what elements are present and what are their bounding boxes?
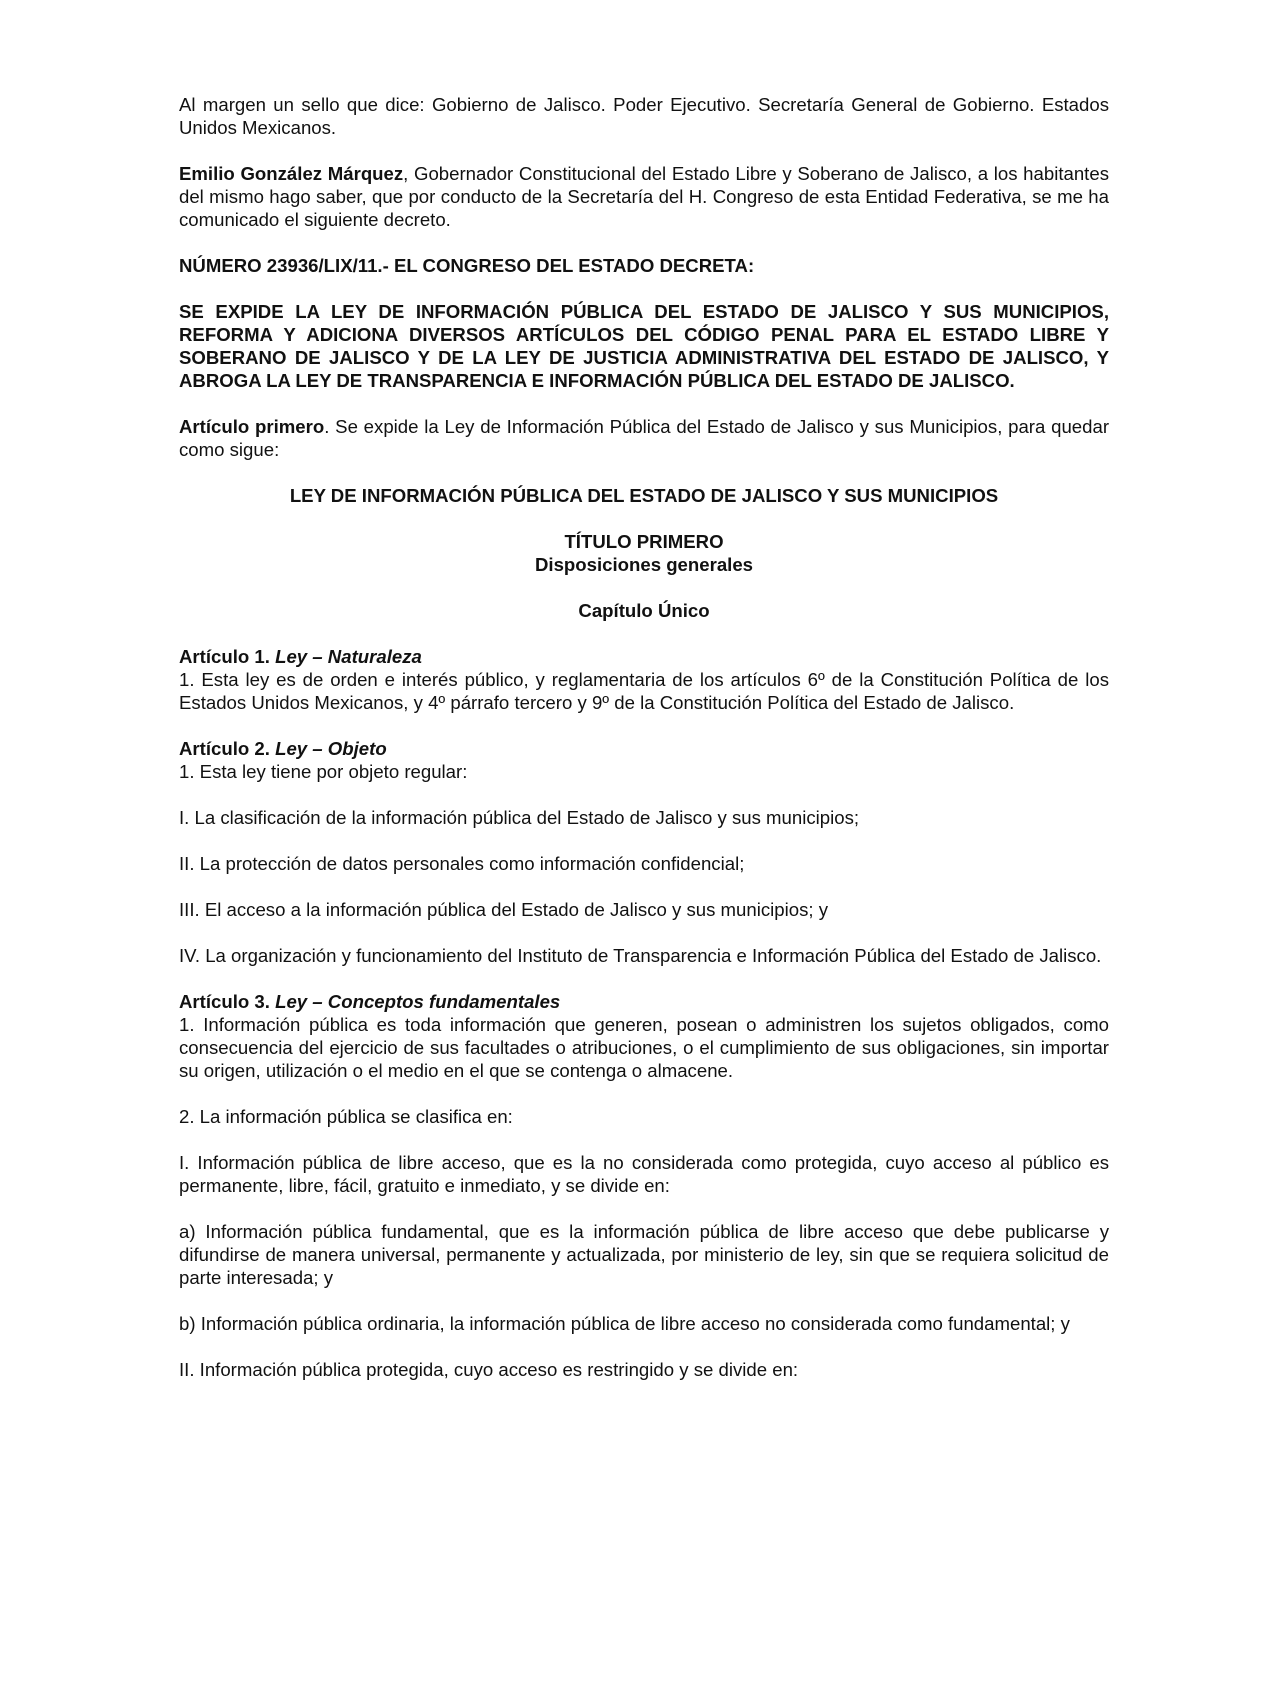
art3-title: Ley – Conceptos fundamentales — [275, 991, 561, 1012]
decree-number: NÚMERO 23936/LIX/11.- EL CONGRESO DEL ESTADO DECRETA: — [179, 255, 755, 276]
art1-title: Ley – Naturaleza — [275, 646, 422, 667]
art2-fraction-iii: III. El acceso a la información pública del Estado de Jalisco y sus municipios; y — [179, 899, 829, 920]
governor-name: Emilio González Márquez — [179, 163, 404, 184]
art3-subsection-a: a) Información pública fundamental, que es la información pública de libre acceso que debe publicarse y difundirse de manera universal, permanente y actualizada, por ministerio de ley, sin que se requiera solicitud de parte interesada; y — [179, 1221, 1109, 1288]
law-title: LEY DE INFORMACIÓN PÚBLICA DEL ESTADO DE JALISCO Y SUS MUNICIPIOS — [289, 485, 999, 506]
art3-fraction-i: I. Información pública de libre acceso, que es la no considerada como protegida, cuyo acceso al público es permanente, libre, fácil, gratuito e inmediato, y se divide en: — [179, 1152, 1109, 1196]
governor-paragraph — [179, 162, 1109, 231]
capitulo-heading: Capítulo Único — [578, 600, 710, 621]
art2-paragraph-1: 1. Esta ley tiene por objeto regular: — [179, 761, 468, 782]
article-first-label: Artículo primero — [179, 416, 325, 437]
art2-label: Artículo 2. — [179, 738, 276, 759]
margin-note: Al margen un sello que dice: Gobierno de Jalisco. Poder Ejecutivo. Secretaría General de Gobierno. Estados Unidos Mexicanos. — [179, 94, 1109, 138]
art1-heading — [179, 645, 1109, 668]
art3-paragraph-2: 2. La información pública se clasifica en: — [179, 1106, 513, 1127]
art3-paragraph-1: 1. Información pública es toda información que generen, posean o administren los sujetos obligados, como consecuencia del ejercicio de sus facultades o atribuciones, o el cumplimiento de sus obligaciones, sin importar su origen, utilización o el medio en el que se contenga o almacene. — [179, 1014, 1109, 1081]
art3-label: Artículo 3. — [179, 991, 276, 1012]
titulo-subheading: Disposiciones generales — [534, 554, 754, 575]
art1-label: Artículo 1. — [179, 646, 276, 667]
art3-subsection-b: b) Información pública ordinaria, la información pública de libre acceso no considerada como fundamental; y — [179, 1313, 1070, 1334]
art2-fraction-i: I. La clasificación de la información pública del Estado de Jalisco y sus municipios; — [179, 807, 860, 828]
article-first-text: . Se expide la Ley de Información Pública del Estado de Jalisco y sus Municipios, para quedar como sigue: — [179, 416, 1110, 460]
art2-title: Ley – Objeto — [275, 738, 387, 759]
art1-paragraph-1: 1. Esta ley es de orden e interés público, y reglamentaria de los artículos 6º de la Constitución Política de los Estados Unidos Mexicanos, y 4º párrafo tercero y 9º de la Constitución Política del Estado de Jalisco. — [179, 669, 1109, 713]
titulo-heading: TÍTULO PRIMERO — [564, 531, 724, 552]
art2-heading — [179, 737, 1109, 760]
document-body — [179, 93, 1109, 1381]
article-first — [179, 415, 1109, 461]
art2-fraction-iv: IV. La organización y funcionamiento del Instituto de Transparencia e Información Pública del Estado de Jalisco. — [179, 945, 1102, 966]
art2-fraction-ii: II. La protección de datos personales como información confidencial; — [179, 853, 745, 874]
governor-text: , Gobernador Constitucional del Estado Libre y Soberano de Jalisco, a los habitantes del mismo hago saber, que por conducto de la Secretaría del H. Congreso de esta Entidad Federativa, se me ha comunicado el siguiente decreto. — [179, 163, 1109, 230]
art3-heading — [179, 990, 1109, 1013]
art3-fraction-ii: II. Información pública protegida, cuyo acceso es restringido y se divide en: — [179, 1359, 799, 1380]
decree-title: SE EXPIDE LA LEY DE INFORMACIÓN PÚBLICA DEL ESTADO DE JALISCO Y SUS MUNICIPIOS, REFORMA Y ADICIONA DIVERSOS ARTÍCULOS DEL CÓDIGO PENAL PARA EL ESTADO LIBRE Y SOBERANO DE JALISCO Y DE LA LEY DE JUSTICIA ADMINISTRATIVA DEL ESTADO DE JALISCO, Y ABROGA LA LEY DE TRANSPARENCIA E INFORMACIÓN PÚBLICA DEL ESTADO DE JALISCO. — [179, 301, 1109, 391]
